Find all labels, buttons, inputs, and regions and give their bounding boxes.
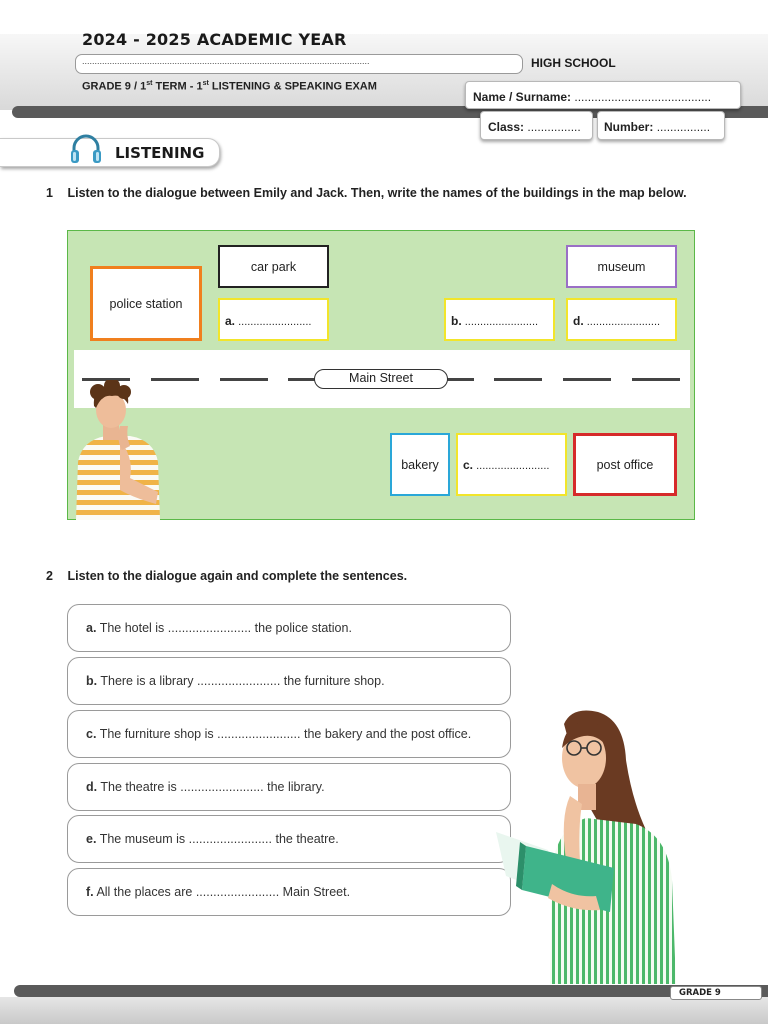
- footer-grade-tag: GRADE 9: [670, 986, 762, 1000]
- footer-band: [0, 997, 768, 1024]
- sentence-letter: a.: [86, 621, 97, 635]
- sentence-blank: ........................: [195, 885, 280, 899]
- blank-building-d[interactable]: [566, 298, 677, 341]
- thinking-boy-illustration: [72, 380, 164, 520]
- school-name-field[interactable]: [75, 54, 523, 74]
- sentence-after: the theatre.: [275, 832, 339, 846]
- street-name-label: Main Street: [314, 369, 448, 389]
- sentence-after: the police station.: [254, 621, 352, 635]
- question-1-number: 1: [46, 186, 53, 200]
- building-car-park: car park: [218, 245, 329, 288]
- sentence-before: The hotel is: [99, 621, 165, 635]
- number-field[interactable]: [597, 111, 725, 140]
- sentence-item[interactable]: [67, 710, 511, 758]
- sentence-after: the bakery and the post office.: [303, 727, 472, 741]
- grade-text: GRADE 9: [82, 80, 131, 93]
- number-dots: ................: [656, 120, 711, 134]
- term-ordinal: 1: [140, 80, 147, 93]
- class-field[interactable]: [480, 111, 593, 140]
- road-dash: [563, 378, 611, 381]
- question-1-text: Listen to the dialogue between Emily and Jack. Then, write the names of the buildings in the map below.: [67, 186, 687, 200]
- blank-c-letter: c.: [463, 458, 474, 472]
- section-title: LISTENING: [115, 144, 205, 162]
- blank-building-a[interactable]: [218, 298, 329, 341]
- question-1: [46, 186, 687, 200]
- number-label: Number:: [604, 120, 654, 134]
- road-dash: [220, 378, 268, 381]
- sentence-before: The furniture shop is: [99, 727, 214, 741]
- sentence-before: There is a library: [100, 674, 194, 688]
- name-surname-field[interactable]: [465, 81, 741, 109]
- sentence-blank: ........................: [188, 832, 272, 846]
- name-surname-dots: .........................................: [574, 90, 712, 104]
- road-dash: [632, 378, 680, 381]
- class-dots: ................: [527, 120, 581, 134]
- page-title: 2024 - 2025 ACADEMIC YEAR: [82, 30, 347, 49]
- sentence-blank: ........................: [180, 780, 264, 794]
- exam-name: LISTENING & SPEAKING EXAM: [211, 80, 377, 93]
- sentence-letter: c.: [86, 727, 97, 741]
- sentence-item[interactable]: [67, 763, 511, 811]
- building-post-office: post office: [573, 433, 677, 496]
- sentence-blank: ........................: [196, 674, 281, 688]
- sentence-item[interactable]: [67, 868, 511, 916]
- sentence-blank: ........................: [217, 727, 301, 741]
- thinking-girl-illustration: [486, 700, 690, 984]
- sentence-item[interactable]: [67, 657, 511, 705]
- term-word: TERM: [155, 80, 187, 93]
- school-name-dots: ...................................................................................................................: [82, 56, 370, 66]
- sentence-blank: ........................: [167, 621, 252, 635]
- blank-a-dots: ........................: [238, 316, 312, 328]
- school-label: HIGH SCHOOL: [531, 56, 616, 70]
- blank-building-c[interactable]: [456, 433, 567, 496]
- blank-b-letter: b.: [451, 314, 462, 328]
- sentence-after: Main Street.: [282, 885, 351, 899]
- building-museum: museum: [566, 245, 677, 288]
- road-dash: [494, 378, 542, 381]
- sentence-letter: f.: [86, 885, 94, 899]
- blank-b-dots: ........................: [464, 316, 539, 328]
- road-dash: [444, 378, 474, 381]
- term-ordinal-suffix: st: [146, 80, 153, 87]
- exam-subtitle: GRADE 9 / 1st TERM - 1st LISTENING & SPEAKING EXAM: [82, 80, 377, 93]
- sentence-before: All the places are: [96, 885, 193, 899]
- blank-d-letter: d.: [573, 314, 584, 328]
- sentence-item[interactable]: [67, 604, 511, 652]
- class-label: Class:: [488, 120, 525, 134]
- sentence-letter: b.: [86, 674, 98, 688]
- blank-d-dots: ........................: [586, 316, 661, 328]
- sentence-before: The museum is: [99, 832, 186, 846]
- sentence-letter: d.: [86, 780, 98, 794]
- sentence-before: The theatre is: [100, 780, 177, 794]
- headphones-icon: [68, 131, 104, 167]
- sentence-item[interactable]: [67, 815, 511, 863]
- question-2: [46, 569, 407, 583]
- building-police-station: police station: [90, 266, 202, 341]
- blank-a-letter: a.: [225, 314, 236, 328]
- sentence-letter: e.: [86, 832, 97, 846]
- name-surname-label: Name / Surname:: [473, 90, 572, 104]
- blank-building-b[interactable]: [444, 298, 555, 341]
- exam-ordinal-suffix: st: [202, 80, 209, 87]
- question-2-text: Listen to the dialogue again and complete the sentences.: [67, 569, 408, 583]
- exam-ordinal: 1: [196, 80, 203, 93]
- sentence-after: the furniture shop.: [283, 674, 385, 688]
- building-bakery: bakery: [390, 433, 450, 496]
- footer-divider: [14, 985, 768, 997]
- blank-c-dots: ........................: [476, 460, 550, 472]
- question-2-number: 2: [46, 569, 53, 583]
- sentence-after: the library.: [267, 780, 325, 794]
